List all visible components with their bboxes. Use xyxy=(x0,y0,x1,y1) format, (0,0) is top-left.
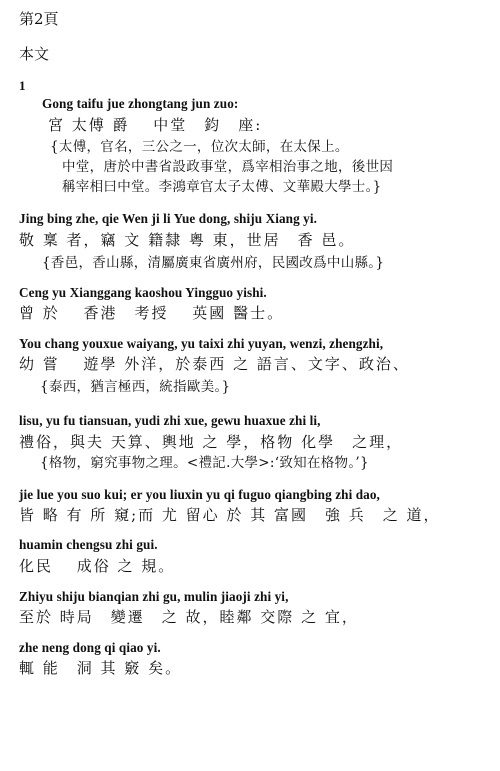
pinyin-line: zhe neng dong qi qiao yi. xyxy=(19,640,161,655)
note-line: {格物，窮究事物之理。<禮記.大學>:‘致知在格物。’} xyxy=(40,455,369,471)
hanzi-line: 宮 太傅 爵 中堂 鈞 座: xyxy=(48,116,263,134)
section-title: 本文 xyxy=(19,45,50,63)
note-line: 稱宰相曰中堂。李鴻章官太子太傅、文華殿大學士。} xyxy=(62,179,382,195)
hanzi-line: 至於 時局 變遷 之 故，睦鄰 交際 之 宜， xyxy=(19,608,359,626)
pinyin-line: Jing bing zhe, qie Wen ji li Yue dong, shiju Xiang yi. xyxy=(19,211,318,226)
item-number: 1 xyxy=(19,78,26,93)
note-line: {太傅，官名，三公之一，位次太師，在太保上。 xyxy=(50,139,349,155)
hanzi-line: 曾 於 香港 考授 英國 醫士。 xyxy=(19,304,285,322)
hanzi-line: 輒 能 洞 其 竅 矣。 xyxy=(19,659,183,677)
hanzi-line: 幼 嘗 遊學 外洋，於泰西 之 語言、文字、政治、 xyxy=(19,355,410,373)
hanzi-line: 敬 稟 者，竊 文 籍隸 粵 東，世居 香 邑。 xyxy=(19,231,356,249)
note-line: {泰西，猶言極西，統指歐美。} xyxy=(40,379,231,395)
pinyin-line: Ceng yu Xianggang kaoshou Yingguo yishi. xyxy=(19,285,267,300)
pinyin-line: lisu, yu fu tiansuan, yudi zhi xue, gewu huaxue zhi li, xyxy=(19,413,321,428)
page-header: 第2頁 xyxy=(19,10,59,28)
hanzi-line: 皆 略 有 所 窺;而 尤 留心 於 其 富國 強 兵 之 道， xyxy=(19,506,441,524)
pinyin-line: jie lue you suo kui; er you liuxin yu qi fuguo qiangbing zhi dao, xyxy=(19,487,380,502)
note-line: {香邑，香山縣，清屬廣東省廣州府，民國改爲中山縣。} xyxy=(42,255,385,271)
pinyin-line: Gong taifu jue zhongtang jun zuo: xyxy=(42,96,239,111)
pinyin-line: huamin chengsu zhi gui. xyxy=(19,537,158,552)
note-line: 中堂，唐於中書省設政事堂，爲宰相治事之地，後世因 xyxy=(62,159,394,175)
pinyin-line: Zhiyu shiju bianqian zhi gu, mulin jiaoji zhi yi, xyxy=(19,589,289,604)
hanzi-line: 化民 成俗 之 規。 xyxy=(19,557,176,575)
hanzi-line: 禮俗，與夫 天算、輿地 之 學，格物 化學 之理， xyxy=(19,433,404,451)
pinyin-line: You chang youxue waiyang, yu taixi zhi yuyan, wenzi, zhengzhi, xyxy=(19,336,384,351)
